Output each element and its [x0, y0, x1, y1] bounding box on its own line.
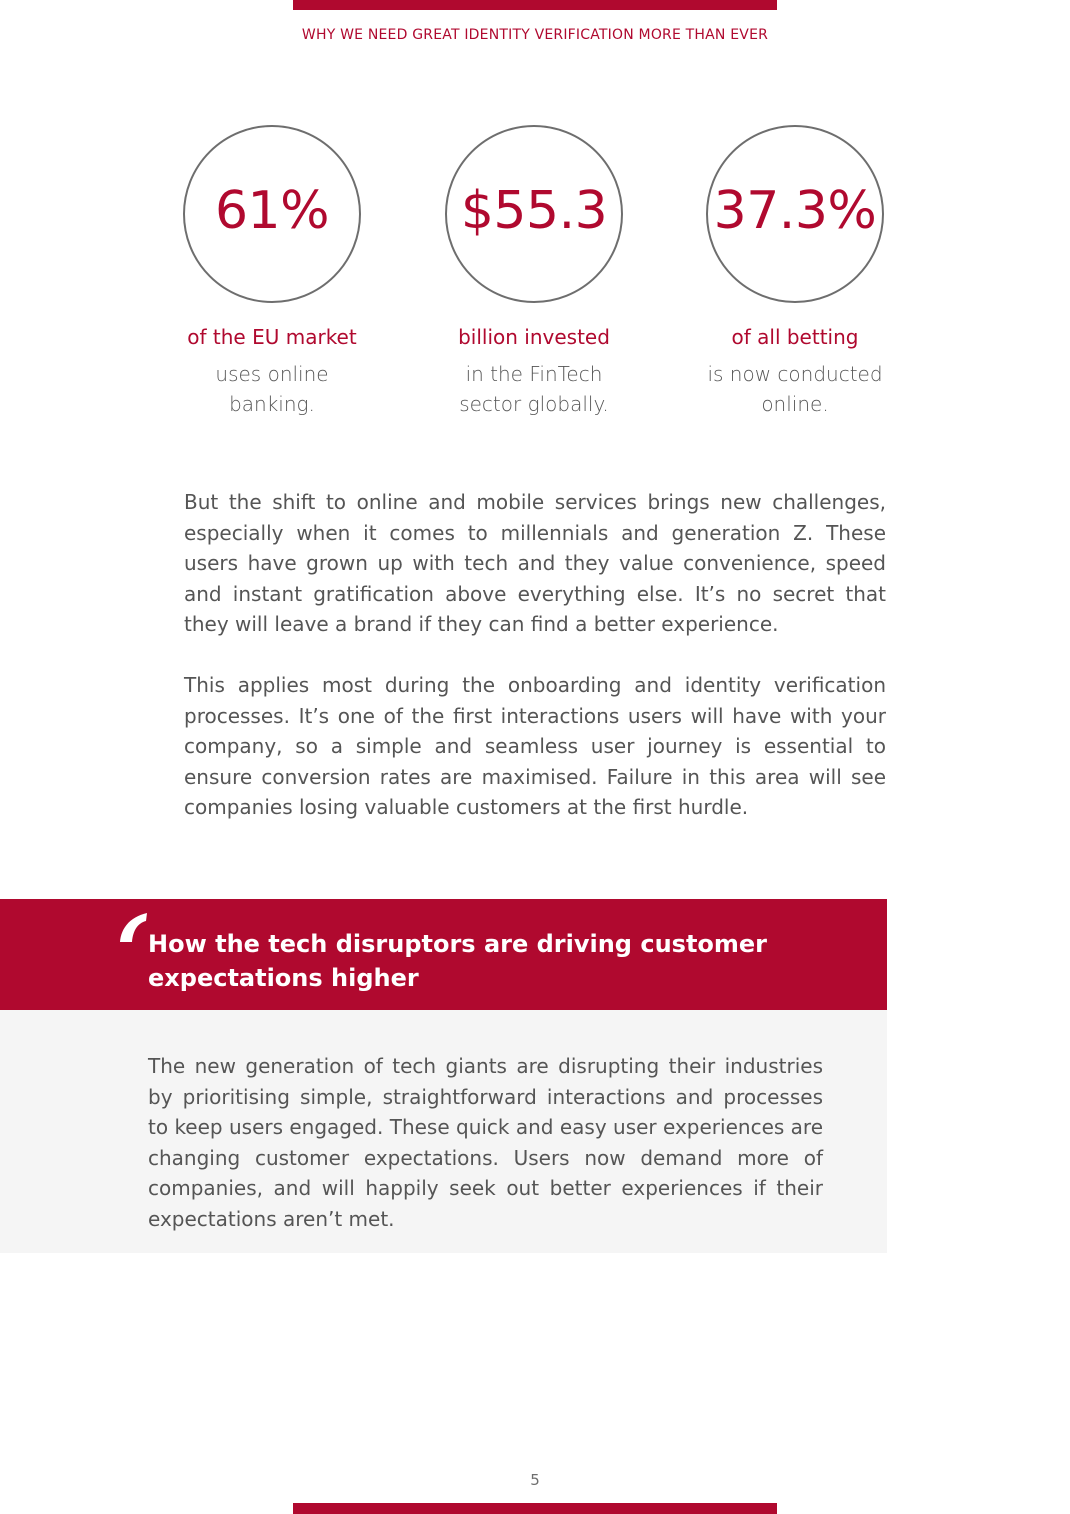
stat-circle: [183, 125, 361, 303]
callout-heading-line: How the tech disruptors are driving customer: [148, 930, 768, 958]
stat-desc-line: in the FinTech: [465, 362, 603, 386]
stat-lead: of the EU market: [187, 325, 357, 349]
stat-fintech-investment: [404, 125, 664, 419]
stat-value: 37.3%: [713, 181, 877, 241]
bottom-accent-bar: [293, 1503, 777, 1514]
callout-text: The new generation of tech giants are disrupting their industries by prioritising simple, straightforward interactions and processes to keep users engaged. These quick and easy user experiences are changing customer expectations. Users now demand more of companies, and will happily seek out better experiences if their expectations aren’t met.: [148, 1054, 823, 1231]
body-paragraph-2: This applies most during the onboarding and identity verification processes. It’s one of the first interactions users will have with your company, so a simple and seamless user journey is essential to ensure conversion rates are maximised. Failure in this area will see companies losing valuable customers at the first hurdle.: [184, 673, 886, 819]
stat-desc-line: is now conducted: [707, 362, 883, 386]
stat-circle: [706, 125, 884, 303]
stat-online-betting: [665, 125, 925, 419]
stat-description: [404, 359, 664, 419]
callout-heading: [148, 927, 868, 995]
stat-circle: [445, 125, 623, 303]
stat-lead: billion invested: [458, 325, 610, 349]
running-header: WHY WE NEED GREAT IDENTITY VERIFICATION MORE THAN EVER: [301, 27, 769, 43]
body-paragraph-1: But the shift to online and mobile services brings new challenges, especially when it comes to millennials and generation Z. These users have grown up with tech and they value convenience, speed and instant gratification above everything else. It’s no secret that they will leave a brand if they can find a better experience.: [184, 490, 886, 636]
stat-description: [142, 359, 402, 419]
stat-desc-line: uses online: [215, 362, 329, 386]
stat-value: 61%: [214, 181, 330, 241]
callout-heading-line: expectations higher: [148, 964, 419, 992]
stat-desc-line: banking.: [229, 392, 315, 416]
stat-desc-line: sector globally.: [459, 392, 609, 416]
quote-mark-icon: [118, 912, 148, 944]
stat-description: [665, 359, 925, 419]
page-number: 5: [530, 1471, 540, 1489]
top-accent-bar: [293, 0, 777, 10]
stat-desc-line: online.: [761, 392, 829, 416]
stat-lead: of all betting: [731, 325, 859, 349]
stat-value: $55.3: [460, 181, 608, 241]
stat-eu-banking: [142, 125, 402, 419]
